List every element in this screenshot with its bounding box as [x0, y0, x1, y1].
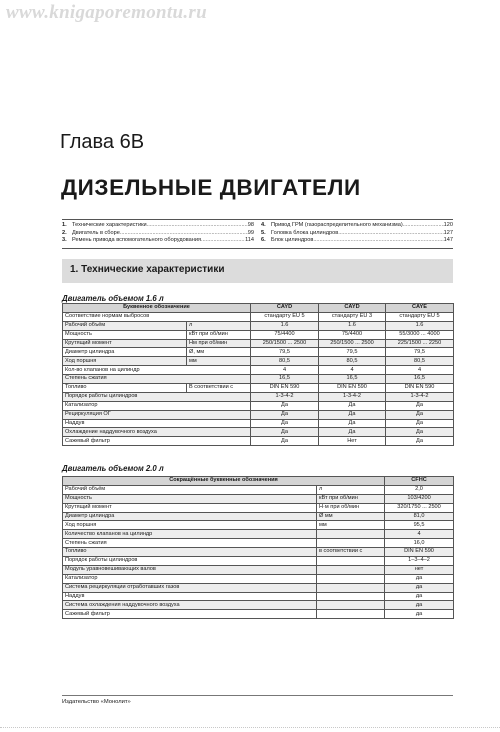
table-row: [63, 384, 454, 393]
unit-cell: [317, 539, 385, 548]
column-header: CAYD: [251, 304, 319, 313]
param-cell: Степень сжатия: [63, 375, 251, 384]
param-cell: Рециркуляция ОГ: [63, 410, 251, 419]
toc-item-text: Двигатель в сборе: [72, 229, 120, 236]
value-cell: 1–3–4–2: [385, 557, 454, 566]
table-row: [63, 321, 454, 330]
unit-cell: [317, 557, 385, 566]
param-cell: Рабочий объём: [63, 321, 187, 330]
value-cell: Да: [319, 410, 386, 419]
table-row: [63, 392, 454, 401]
table-row: [63, 503, 454, 512]
unit-cell: мм: [187, 357, 251, 366]
column-header: CFHC: [385, 477, 454, 486]
param-cell: Порядок работы цилиндров: [63, 557, 317, 566]
table-row: [63, 557, 454, 566]
value-cell: да: [385, 574, 454, 583]
param-cell: Охлаждение наддувочного воздуха: [63, 428, 251, 437]
toc-item-number: 4.: [261, 222, 266, 228]
table-row: [63, 410, 454, 419]
column-header: CAYD: [319, 304, 386, 313]
table-row: [63, 530, 454, 539]
unit-cell: [317, 592, 385, 601]
toc-item-text: Головка блока цилиндров: [271, 229, 339, 236]
param-cell: Мощность: [63, 494, 317, 503]
toc-item-number: 3.: [62, 237, 67, 244]
unit-cell: л: [187, 321, 251, 330]
engine-1-6-heading: Двигатель объемом 1.6 л: [62, 294, 164, 303]
unit-cell: [317, 574, 385, 583]
toc-item-text: Ремень привода вспомогательного оборудования: [72, 237, 202, 244]
unit-cell: [317, 610, 385, 619]
param-cell: Количество клапанов на цилиндр: [63, 530, 317, 539]
table-row: [63, 366, 454, 375]
value-cell: Да: [386, 419, 454, 428]
value-cell: 1-3-4-2: [251, 392, 319, 401]
value-cell: стандарту EU 5: [251, 312, 319, 321]
param-cell: Рабочий объём: [63, 485, 317, 494]
value-cell: Да: [251, 401, 319, 410]
value-cell: 1-3-4-2: [386, 392, 454, 401]
unit-cell: [317, 530, 385, 539]
toc-leader: [338, 230, 443, 238]
page-title: ДИЗЕЛЬНЫЕ ДВИГАТЕЛИ: [61, 175, 361, 200]
value-cell: Да: [251, 410, 319, 419]
toc-item-page: 114: [245, 237, 254, 244]
param-cell: Сажевый фильтр: [63, 437, 251, 446]
param-cell: Степень сжатия: [63, 539, 317, 548]
table-row: [63, 521, 454, 530]
value-cell: 225/1500 ... 2250: [386, 339, 454, 348]
toc-leader: [147, 222, 248, 230]
param-cell: Сажевый фильтр: [63, 610, 317, 619]
param-cell: Крутящий момент: [63, 339, 187, 348]
column-header: Буквенное обозначение: [63, 304, 251, 313]
value-cell: нет: [385, 565, 454, 574]
column-header: Сокращённые буквенные обозначения: [63, 477, 385, 486]
unit-cell: кВт при об/мин: [187, 330, 251, 339]
value-cell: 81,0: [385, 512, 454, 521]
param-cell: Мощность: [63, 330, 187, 339]
table-row: [63, 428, 454, 437]
value-cell: 16,5: [319, 375, 386, 384]
unit-cell: Н·м при об/мин: [317, 503, 385, 512]
unit-cell: Нм при об/мин: [187, 339, 251, 348]
param-cell: Кол-во клапанов на цилиндр: [63, 366, 251, 375]
table-header-row: [63, 477, 454, 486]
value-cell: 4: [386, 366, 454, 375]
param-cell: Топливо: [63, 548, 317, 557]
toc-leader: [403, 222, 444, 230]
table-row: [63, 610, 454, 619]
toc-item-text: Технические характеристики: [72, 222, 147, 228]
toc-item-text: Блок цилиндров: [271, 237, 314, 244]
value-cell: 250/1500 ... 2500: [319, 339, 386, 348]
toc-item-page: 98: [247, 222, 254, 228]
engine-2-0-heading: Двигатель объемом 2.0 л: [62, 464, 164, 473]
site-watermark: www.knigaporemontu.ru: [6, 2, 207, 23]
value-cell: Да: [251, 419, 319, 428]
param-cell: Диаметр цилиндра: [63, 512, 317, 521]
value-cell: Да: [251, 428, 319, 437]
toc-item-number: 5.: [261, 229, 266, 236]
value-cell: 75/4400: [319, 330, 386, 339]
value-cell: 4: [385, 530, 454, 539]
value-cell: Да: [319, 419, 386, 428]
toc-item[interactable]: [62, 222, 254, 230]
table-row: [63, 574, 454, 583]
value-cell: 16,5: [251, 375, 319, 384]
toc-bottom-rule: [62, 248, 453, 249]
toc-item-text: Привод ГРМ (газораспределительного механизма): [271, 222, 403, 228]
table-row: [63, 437, 454, 446]
param-cell: Крутящий момент: [63, 503, 317, 512]
param-cell: Катализатор: [63, 574, 317, 583]
table-row: [63, 539, 454, 548]
toc-top-rule: [62, 219, 453, 220]
value-cell: DIN EN 590: [319, 384, 386, 393]
table-row: [63, 548, 454, 557]
toc-item-page: 99: [247, 229, 254, 236]
spec-table-1-6: [62, 303, 454, 446]
unit-cell: Ø, мм: [187, 348, 251, 357]
value-cell: 80,5: [386, 357, 454, 366]
value-cell: 2,0: [385, 485, 454, 494]
value-cell: 80,5: [251, 357, 319, 366]
value-cell: 1.6: [251, 321, 319, 330]
table-header-row: [63, 304, 454, 313]
value-cell: 4: [251, 366, 319, 375]
param-cell: Ход поршня: [63, 521, 317, 530]
toc-leader: [201, 237, 245, 245]
toc-right-column: [261, 222, 453, 245]
table-row: [63, 601, 454, 610]
toc-item-number: 6.: [261, 237, 266, 244]
toc-item[interactable]: [261, 237, 453, 245]
toc-leader: [120, 230, 248, 238]
section-title: 1. Технические характеристики: [70, 264, 225, 275]
unit-cell: л: [317, 485, 385, 494]
param-cell: Топливо: [63, 384, 187, 393]
table-row: [63, 330, 454, 339]
table-row: [63, 401, 454, 410]
table-row: [63, 348, 454, 357]
toc-item[interactable]: [62, 237, 254, 245]
value-cell: 79,5: [386, 348, 454, 357]
value-cell: Да: [386, 428, 454, 437]
table-row: [63, 357, 454, 366]
toc-item[interactable]: [261, 222, 453, 230]
unit-cell: [317, 583, 385, 592]
unit-cell: кВт при об/мин: [317, 494, 385, 503]
table-row: [63, 512, 454, 521]
value-cell: 16,5: [386, 375, 454, 384]
value-cell: да: [385, 601, 454, 610]
toc-leader: [313, 237, 443, 245]
value-cell: DIN EN 590: [251, 384, 319, 393]
value-cell: стандарту EU 3: [319, 312, 386, 321]
value-cell: 4: [319, 366, 386, 375]
table-row: [63, 312, 454, 321]
value-cell: Да: [386, 410, 454, 419]
value-cell: DIN EN 590: [386, 384, 454, 393]
value-cell: 79,5: [319, 348, 386, 357]
unit-cell: [317, 565, 385, 574]
table-row: [63, 339, 454, 348]
value-cell: Да: [319, 401, 386, 410]
value-cell: 1-3-4-2: [319, 392, 386, 401]
table-row: [63, 419, 454, 428]
value-cell: 320/1750 ... 2500: [385, 503, 454, 512]
unit-cell: Ø мм: [317, 512, 385, 521]
value-cell: Нет: [319, 437, 386, 446]
section-header: [62, 259, 453, 283]
spec-table-2-0: [62, 476, 454, 619]
table-row: [63, 583, 454, 592]
toc-item-page: 127: [443, 229, 453, 236]
param-cell: Порядок работы цилиндров: [63, 392, 251, 401]
value-cell: 16,0: [385, 539, 454, 548]
table-row: [63, 494, 454, 503]
param-cell: Соответствие нормам выбросов: [63, 312, 251, 321]
param-cell: Система охлаждения наддувочного воздуха: [63, 601, 317, 610]
toc-item-number: 2.: [62, 229, 67, 236]
value-cell: Да: [251, 437, 319, 446]
unit-cell: В соответствии с: [187, 384, 251, 393]
param-cell: Катализатор: [63, 401, 251, 410]
toc-item[interactable]: [261, 230, 453, 238]
value-cell: 250/1500 ... 2500: [251, 339, 319, 348]
value-cell: да: [385, 583, 454, 592]
unit-cell: в соответствии с: [317, 548, 385, 557]
value-cell: да: [385, 592, 454, 601]
publisher-credit: Издательство «Монолит»: [62, 699, 131, 705]
value-cell: 55/3000 ... 4000: [386, 330, 454, 339]
footer-rule: [62, 695, 453, 696]
value-cell: Да: [386, 401, 454, 410]
unit-cell: [317, 601, 385, 610]
value-cell: стандарту EU 5: [386, 312, 454, 321]
param-cell: Модуль уравновешивающих валов: [63, 565, 317, 574]
param-cell: Диаметр цилиндра: [63, 348, 187, 357]
value-cell: 1.6: [386, 321, 454, 330]
value-cell: 80,5: [319, 357, 386, 366]
value-cell: да: [385, 610, 454, 619]
param-cell: Наддув: [63, 419, 251, 428]
table-row: [63, 375, 454, 384]
value-cell: 103/4200: [385, 494, 454, 503]
table-row: [63, 565, 454, 574]
toc-item-page: 120: [443, 222, 453, 228]
toc-left-column: [62, 222, 254, 245]
value-cell: Да: [386, 437, 454, 446]
value-cell: 75/4400: [251, 330, 319, 339]
table-of-contents: [62, 222, 453, 245]
param-cell: Система рециркуляции отработавших газов: [63, 583, 317, 592]
value-cell: 79,5: [251, 348, 319, 357]
column-header: CAYE: [386, 304, 454, 313]
table-row: [63, 485, 454, 494]
scan-artifact: [0, 727, 500, 729]
toc-item-number: 1.: [62, 222, 67, 228]
unit-cell: мм: [317, 521, 385, 530]
value-cell: 95,5: [385, 521, 454, 530]
table-row: [63, 592, 454, 601]
toc-item[interactable]: [62, 230, 254, 238]
param-cell: Ход поршня: [63, 357, 187, 366]
value-cell: 1.6: [319, 321, 386, 330]
value-cell: Да: [319, 428, 386, 437]
toc-item-page: 147: [443, 237, 453, 244]
param-cell: Наддув: [63, 592, 317, 601]
chapter-label: Глава 6В: [60, 131, 145, 153]
value-cell: DIN EN 590: [385, 548, 454, 557]
